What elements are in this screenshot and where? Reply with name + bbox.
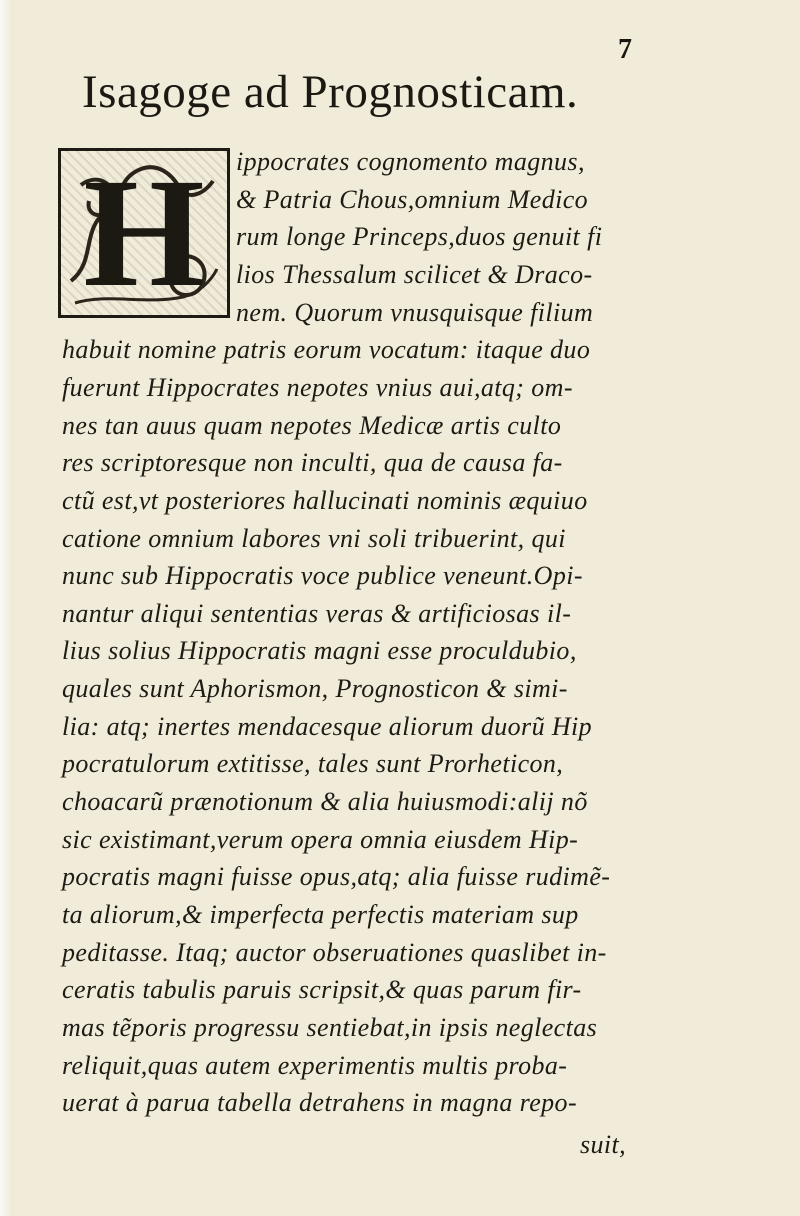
text-line: ta aliorum,& imperfecta perfectis materiam sup xyxy=(62,900,579,929)
text-line: habuit nomine patris eorum vocatum: itaque duo xyxy=(62,335,591,365)
text-line: peditasse. Itaq; auctor obseruationes quaslibet in- xyxy=(62,937,607,967)
page-number: 7 xyxy=(618,34,632,65)
text-line: ippocrates cognomento magnus, xyxy=(236,147,585,176)
page-edge xyxy=(0,0,14,1216)
text-line: nantur aliqui sententias veras & artificiosas il- xyxy=(62,598,572,628)
text-line: pocratulorum extitisse, tales sunt Prorheticon, xyxy=(62,749,564,779)
text-line: res scriptoresque non inculti, qua de causa fa- xyxy=(62,448,563,478)
text-line: nes tan auus quam nepotes Medicæ artis culto xyxy=(62,410,562,440)
text-line: pocratis magni fuisse opus,atq; alia fuisse rudimẽ- xyxy=(62,862,611,892)
text-line: nunc sub Hippocratis voce publice veneunt.Opi- xyxy=(62,561,583,591)
text-line: mas tẽporis progressu sentiebat,in ipsis neglectas xyxy=(62,1012,598,1042)
text-line: quales sunt Aphorismon, Prognosticon & simi- xyxy=(62,674,568,704)
text-line: choacarũ prænotionum & alia huiusmodi:alij nõ xyxy=(62,787,588,817)
text-line: lia: atq; inertes mendacesque aliorum duorũ Hip xyxy=(62,711,593,741)
text-line: fuerunt Hippocrates nepotes vnius aui,atq; om- xyxy=(62,372,573,402)
decorated-initial xyxy=(58,148,230,318)
text-line: & Patria Chous,omnium Medico xyxy=(236,184,589,214)
text-line: lios Thessalum scilicet & Draco- xyxy=(236,259,593,289)
text-line: ctũ est,vt posteriores hallucinati nominis æquiuo xyxy=(62,485,588,515)
text-line: reliquit,quas autem experimentis multis proba- xyxy=(62,1050,568,1080)
catchword: suit, xyxy=(580,1129,627,1159)
text-line: lius solius Hippocratis magni esse proculdubio, xyxy=(62,636,577,666)
text-line: uerat à parua tabella detrahens in magna repo- xyxy=(62,1088,578,1118)
text-line: ceratis tabulis paruis scripsit,& quas parum fir- xyxy=(62,975,582,1005)
text-line: catione omnium labores vni soli tribuerint, qui xyxy=(62,523,566,553)
running-title: Isagoge ad Prognosticam. xyxy=(82,66,579,118)
text-line: nem. Quorum vnusquisque filium xyxy=(236,297,594,327)
text-line: sic existimant,verum opera omnia eiusdem Hip- xyxy=(62,824,579,854)
initial-letter: H xyxy=(83,146,205,319)
text-line: rum longe Princeps,duos genuit fi xyxy=(236,222,603,252)
